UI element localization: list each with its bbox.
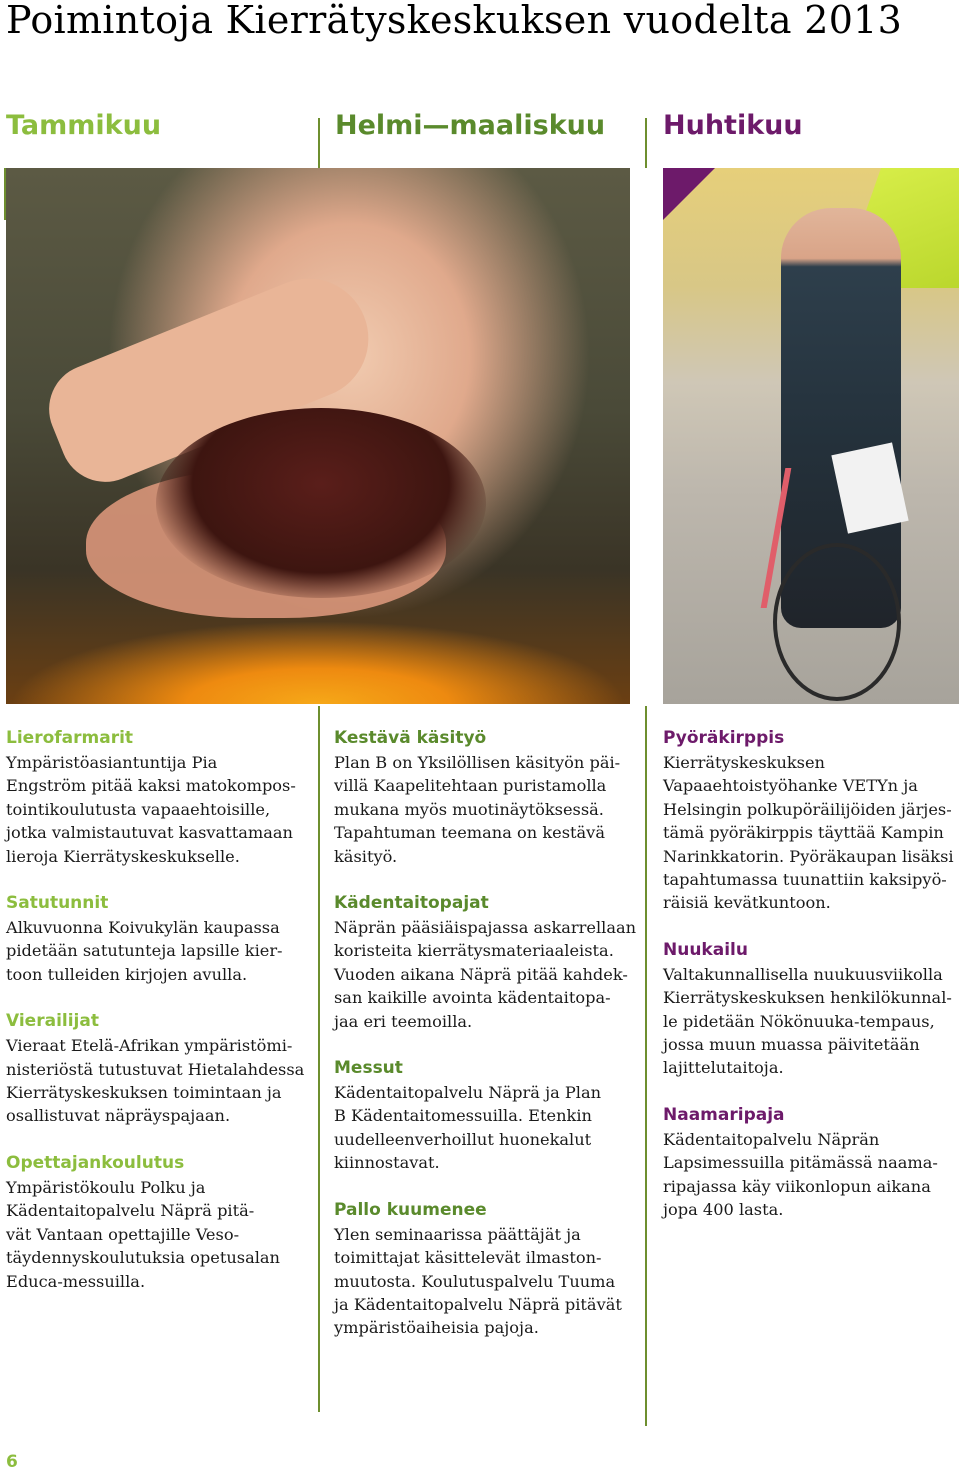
news-body	[334, 1223, 634, 1340]
text-line: lieroja Kierrätyskeskukselle.	[6, 846, 240, 866]
news-item	[663, 937, 959, 1080]
text-line: Alkuvuonna Koivukylän kaupassa	[6, 918, 280, 938]
text-line: toon tulleiden kirjojen avulla.	[6, 964, 248, 984]
news-item	[334, 725, 634, 868]
news-item	[6, 725, 306, 868]
news-body	[663, 1128, 959, 1222]
text-line: lajittelutaitoja.	[663, 1058, 784, 1078]
text-line: koristeita kierrätysmateriaaleista.	[334, 941, 614, 961]
text-line: jossa muun muassa päivitetään	[663, 1035, 920, 1055]
text-line: B Kädentaitomessuilla. Etenkin	[334, 1106, 592, 1126]
column-divider	[645, 706, 647, 1426]
news-heading: Nuukailu	[663, 939, 748, 960]
column-divider	[318, 706, 320, 1412]
text-line: vät Vantaan opettajille Veso-	[6, 1224, 240, 1244]
page-number: 6	[6, 1452, 18, 1472]
text-line: jopa 400 lasta.	[663, 1200, 784, 1220]
news-heading: Pallo kuumenee	[334, 1199, 487, 1220]
text-line: Kädentaitopalvelu Näprä ja Plan	[334, 1083, 602, 1103]
text-line: Helsingin polkupöräilijöiden järjes-	[663, 799, 952, 819]
news-heading: Messut	[334, 1058, 403, 1079]
news-heading: Vierailijat	[6, 1011, 99, 1032]
news-body	[663, 751, 959, 915]
text-line: Vieraat Etelä-Afrikan ympäristömi-	[6, 1036, 293, 1056]
text-line: Kädentaitopalvelu Näprän	[663, 1129, 880, 1149]
text-line: Tapahtuman teemana on kestävä	[334, 823, 605, 843]
text-line: ympäristöaiheisia pajoja.	[334, 1318, 539, 1338]
column-april	[663, 725, 959, 1244]
text-line: Valtakunnallisella nuukuusviikolla	[663, 964, 943, 984]
text-line: räisiä kevätkuntoon.	[663, 893, 831, 913]
text-line: Kierrätyskeskuksen	[663, 753, 825, 772]
text-line: Vuoden aikana Näprä pitää kahdek-	[334, 964, 628, 984]
text-line: jaa eri teemoilla.	[334, 1011, 473, 1031]
text-line: Lapsimessuilla pitämässä naama-	[663, 1153, 938, 1173]
text-line: Engström pitää kaksi matokompos-	[6, 776, 296, 796]
text-line: Educa-messuilla.	[6, 1271, 146, 1291]
photo-hand-with-worms	[6, 168, 630, 704]
photo-worms-shape	[156, 408, 486, 598]
text-line: Kierrätyskeskuksen toimintaan ja	[6, 1083, 282, 1103]
news-item	[334, 1055, 634, 1175]
page-title: Poimintoja Kierrätyskeskuksen vuodelta 2013	[6, 0, 903, 42]
text-line: tapahtumassa tuunattiin kaksipyö-	[663, 870, 947, 890]
month-heading-january: Tammikuu	[6, 110, 162, 141]
news-heading: Satutunnit	[6, 893, 109, 914]
text-line: täydennyskoulutuksia opetusalan	[6, 1248, 280, 1268]
text-line: Ympäristökoulu Polku ja	[6, 1177, 206, 1197]
text-line: tämä pyöräkirppis täyttää Kampin	[663, 823, 944, 843]
text-line: Kädentaitopalvelu Näprä pitä-	[6, 1201, 255, 1221]
text-line: Ympäristöasiantuntija Pia	[6, 753, 218, 772]
text-line: muutosta. Koulutuspalvelu Tuuma	[334, 1271, 616, 1291]
photo-bike-wheel-shape	[773, 543, 901, 701]
text-line: käsityö.	[334, 846, 398, 866]
text-line: le pidetään Nökönuuka-tempaus,	[663, 1011, 935, 1031]
news-item	[334, 890, 637, 1033]
news-body	[6, 751, 306, 868]
text-line: osallistuvat näpräyspajaan.	[6, 1106, 231, 1126]
month-heading-february-march: Helmi—maaliskuu	[335, 110, 606, 141]
news-body	[334, 916, 637, 1033]
text-line: villä Kaapelitehtaan puristamolla	[334, 776, 607, 796]
news-body	[6, 1176, 306, 1293]
column-february-march	[334, 725, 637, 1362]
news-body	[6, 916, 306, 986]
text-line: Narinkkatorin. Pyöräkaupan lisäksi	[663, 846, 954, 866]
news-heading: Opettajankoulutus	[6, 1152, 185, 1173]
text-line: pidetään satutunteja lapsille kier-	[6, 941, 283, 961]
text-line: Ylen seminaarissa päättäjät ja	[334, 1224, 581, 1244]
news-heading: Naamaripaja	[663, 1104, 785, 1125]
text-line: nisteriöstä tutustuvat Hietalahdessa	[6, 1059, 305, 1079]
news-heading: Pyöräkirppis	[663, 728, 785, 748]
text-line: toimittajat käsittelevät ilmaston-	[334, 1248, 602, 1268]
text-line: Näprän pääsiäispajassa askarrellaan	[334, 918, 637, 938]
text-line: Kierrätyskeskuksen henkilökunnal-	[663, 988, 952, 1008]
news-heading: Kädentaitopajat	[334, 893, 489, 914]
corner-accent	[663, 168, 715, 220]
text-line: san kaikille avointa kädentaitopa-	[334, 988, 611, 1008]
column-january	[6, 725, 306, 1315]
text-line: jotka valmistautuvat kasvattamaan	[6, 823, 293, 843]
news-item	[6, 890, 306, 986]
text-line: ripajassa käy viikonlopun aikana	[663, 1176, 931, 1196]
month-heading-april: Huhtikuu	[663, 110, 803, 141]
news-body	[334, 751, 634, 868]
text-line: mukana myös muotinäytöksessä.	[334, 799, 604, 819]
news-body	[334, 1081, 634, 1175]
text-line: uudelleenverhoillut huonekalut	[334, 1129, 592, 1149]
news-body	[663, 963, 959, 1080]
text-line: tointikoulutusta vapaaehtoisille,	[6, 799, 271, 819]
photo-man-with-bicycle	[663, 168, 959, 704]
news-item	[6, 1008, 306, 1128]
text-line: ja Kädentaitopalvelu Näprä pitävät	[334, 1294, 622, 1314]
column-divider	[318, 118, 320, 168]
column-divider	[645, 118, 647, 168]
news-heading: Kestävä käsityö	[334, 728, 487, 748]
text-line: Vapaaehtoistyöhanke VETYn ja	[663, 776, 918, 796]
news-item	[663, 1102, 959, 1222]
text-line: kiinnostavat.	[334, 1153, 440, 1173]
news-item	[334, 1197, 634, 1340]
news-body	[6, 1034, 306, 1128]
news-item	[6, 1150, 306, 1293]
text-line: Plan B on Yksilöllisen käsityön päi-	[334, 753, 621, 772]
news-heading: Lierofarmarit	[6, 728, 134, 748]
news-item	[663, 725, 959, 915]
